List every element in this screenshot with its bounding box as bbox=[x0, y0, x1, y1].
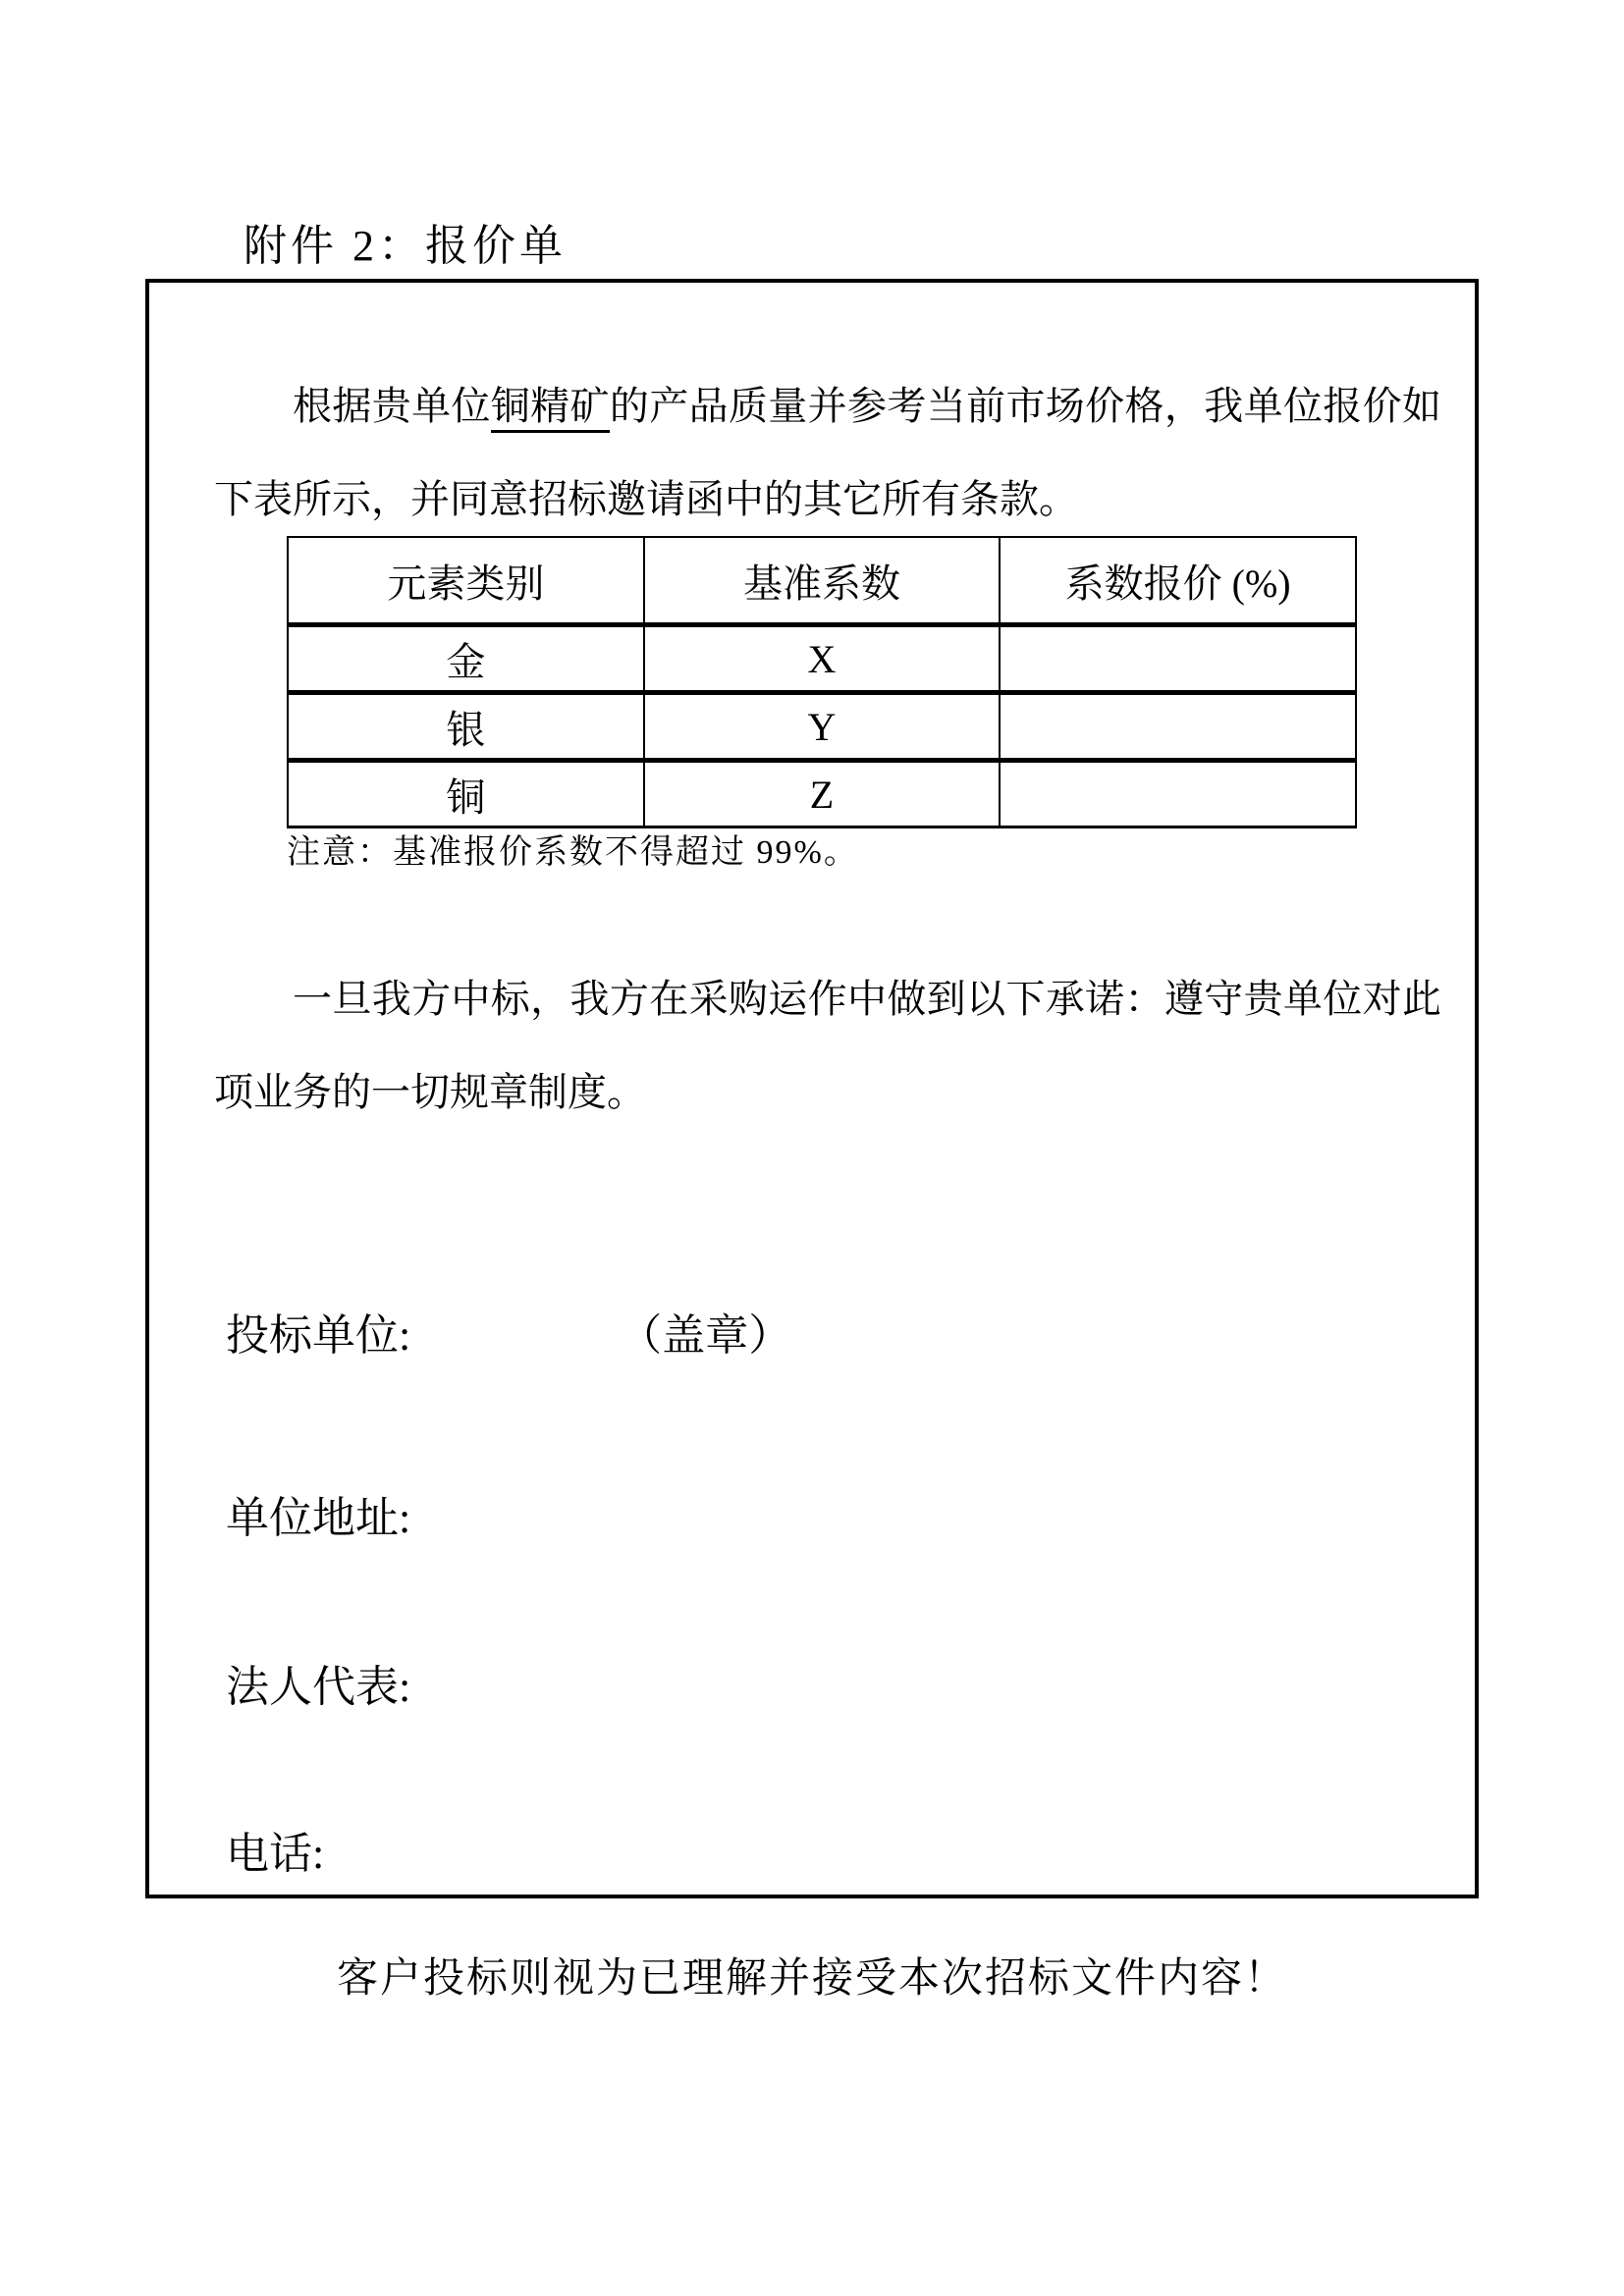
element-name-cell: 铜 bbox=[288, 761, 644, 828]
legal-rep-line bbox=[226, 1651, 410, 1714]
intro-paragraph bbox=[214, 359, 1441, 546]
element-name-cell: 银 bbox=[288, 693, 644, 761]
intro-text-rest: 的产品质量并参考当前市场价格，我单位报价如下表所示，并同意招标邀请函中的其它所有条款。 bbox=[214, 384, 1442, 521]
col-header-coefficient-quote: 系数报价 (%) bbox=[1000, 537, 1356, 625]
table-row-gold bbox=[288, 625, 1356, 693]
legal-rep-label: 法人代表: bbox=[226, 1663, 411, 1711]
table-note: 注意：基准报价系数不得超过 99%。 bbox=[287, 834, 859, 871]
footer-note: 客户投标则视为已理解并接受本次招标文件内容！ bbox=[336, 1956, 1287, 2002]
col-header-element-type: 元素类别 bbox=[288, 537, 644, 625]
quote-table-header bbox=[288, 537, 1356, 625]
attachment-title: 附件 2：报价单 bbox=[244, 222, 567, 270]
base-coefficient-cell: Y bbox=[644, 693, 1001, 761]
table-row-silver bbox=[288, 693, 1356, 761]
content-frame bbox=[145, 279, 1479, 1898]
commitment-paragraph: 一旦我方中标，我方在采购运作中做到以下承诺：遵守贵单位对此项业务的一切规章制度。 bbox=[214, 977, 1441, 1114]
quote-table bbox=[287, 536, 1357, 828]
phone-label: 电话: bbox=[226, 1830, 325, 1878]
quote-cell-empty bbox=[1000, 625, 1356, 693]
table-row-copper bbox=[288, 761, 1356, 828]
col-header-base-coefficient: 基准系数 bbox=[644, 537, 1001, 625]
intro-text-lead: 根据贵单位 bbox=[293, 384, 491, 428]
underlined-product-name: 铜精矿 bbox=[491, 384, 610, 433]
bidder-label: 投标单位: bbox=[226, 1311, 411, 1360]
base-coefficient-cell: Z bbox=[644, 761, 1001, 828]
bidder-line bbox=[226, 1300, 791, 1362]
quote-table-body bbox=[288, 625, 1356, 828]
address-label: 单位地址: bbox=[226, 1494, 411, 1542]
base-coefficient-cell: X bbox=[644, 625, 1001, 693]
phone-line bbox=[226, 1818, 324, 1881]
quote-cell-empty bbox=[1000, 761, 1356, 828]
address-line bbox=[226, 1482, 410, 1545]
element-name-cell: 金 bbox=[288, 625, 644, 693]
header-row bbox=[288, 537, 1356, 625]
quote-cell-empty bbox=[1000, 693, 1356, 761]
seal-label: （盖章） bbox=[619, 1311, 792, 1360]
